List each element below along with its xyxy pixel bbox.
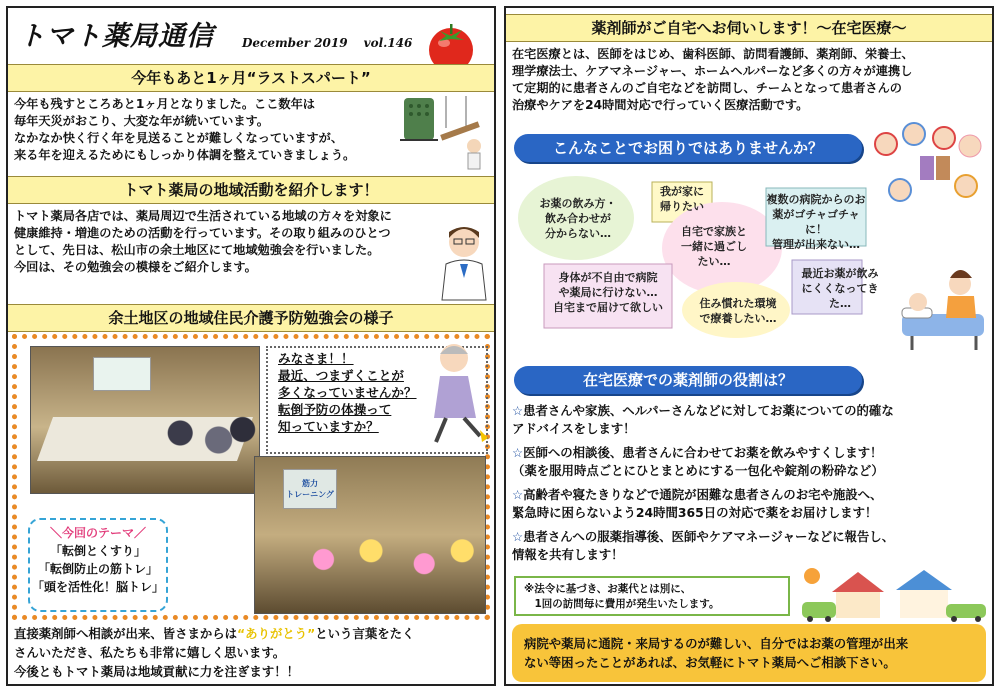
trouble-bubble: 自宅で家族と 一緒に過ごし たい…: [681, 225, 747, 268]
theme-item: 「転倒とくすり」: [49, 544, 146, 558]
newsletter-title: トマト薬局通信: [18, 21, 214, 52]
role-text: 高齢者や寝たきりなどで通院が困難な患者さんのお宅や施設へ、 緊急時に困らないよう24時間365日の対応で薬をお届けします！: [512, 487, 883, 520]
role-item: [512, 444, 884, 480]
closing-post: という言葉をたく さんいただき、私たちも非常に嬉しく思います。 今後ともトマト薬局は地域貢献に力を注ぎます！！: [14, 626, 415, 679]
trouble-bubble: 住み慣れた環境 で療養したい…: [699, 297, 777, 325]
section1-heading: 今年もあと1ヶ月“ラストスパート”: [8, 64, 494, 92]
section2-heading: トマト薬局の地域活動を紹介します！: [8, 176, 494, 204]
home-care-heading: 薬剤師がご自宅へお伺いします！～在宅医療～: [506, 14, 992, 42]
stumbling-elder-icon: [424, 338, 492, 448]
trouble-heading: こんなことでお困りではありませんか？: [514, 134, 862, 162]
theme-box: [28, 518, 168, 612]
care-team-icon: [870, 116, 990, 216]
star-icon: ☆: [512, 403, 524, 418]
home-visit-icon: [796, 564, 990, 622]
study-session-photo-2: [254, 456, 486, 614]
left-panel: [6, 6, 496, 686]
role-heading: 在宅医療での薬剤師の役割は？: [514, 366, 862, 394]
bedridden-patient-icon: [898, 258, 992, 354]
trouble-bubble: 身体が不自由で病院 や薬局に行けない… 自宅まで届けて欲しい: [553, 271, 663, 314]
closing-text: [14, 624, 492, 681]
theme-item: 「転倒防止の筋トレ」: [37, 562, 158, 576]
role-text: 患者さんへの服薬指導後、医師やケアマネージャーなどに報告し、 情報を共有します！: [512, 529, 895, 562]
role-text: 医師への相談後、患者さんに合わせてお薬を飲みやすくします！ （薬を服用時点ごとにひとまとめにする一包化や錠剤の粉砕など）: [512, 445, 884, 478]
trouble-bubble: 我が家に 帰りたい: [660, 185, 704, 213]
closing-quote: “ありがとう”: [237, 626, 316, 641]
theme-heading: ＼今回のテーマ／: [49, 526, 146, 540]
trouble-bubble: 複数の病院からのお 薬がゴチャゴチャに！ 管理が出来ない…: [766, 193, 866, 251]
study-session-photo-1: [30, 346, 260, 494]
home-care-intro: 在宅医療とは、医師をはじめ、歯科医師、訪問看護師、薬剤師、栄養士、 理学療法士、ケアマネージャー、ホームヘルパーなど多くの方々が連携し て定期的に患者さんのご自宅などを訪問し、チームとなって患者さんの 治療やケアを24時間対応で行っていく医療活動です。: [512, 47, 914, 112]
fall-prevention-question: みなさま！！ 最近、つまずくことが 多くなっていませんか？ 転倒予防の体操って 知っていますか？: [278, 351, 417, 434]
section3-heading: 余土地区の地域住民介護予防勉強会の様子: [8, 304, 494, 332]
right-panel: [504, 6, 994, 686]
issue-date: December 2019: [242, 36, 348, 50]
participants: [161, 405, 257, 475]
theme-item: 「頭を活性化！脳トレ」: [31, 580, 164, 594]
slide-screen: 筋力 トレーニング: [283, 469, 337, 509]
participants-group: [295, 525, 485, 611]
projector-screen: [93, 357, 151, 391]
star-icon: ☆: [512, 529, 524, 544]
section1-body: 今年も残すところあと1ヶ月となりました。ここ数年は 毎年天災がおこり、大変な年が続いています。 なかなか快く行く年を見送ることが難しくなっていますが、 来る年を迎えるためにもしっかり体調を整えていきましょう。: [14, 97, 356, 162]
fee-note: ※法令に基づき、お薬代とは別に、 1回の訪問毎に費用が発生いたします。: [514, 576, 790, 616]
star-icon: ☆: [512, 445, 524, 460]
role-item: [512, 486, 882, 522]
temple-bell-icon: [396, 92, 492, 172]
section2-body: トマト薬局各店では、薬局周辺で生活されている地域の方々を対象に 健康維持・増進のための活動を行っています。その取り組みのひとつ として、先日は、松山市の余土地区にて地域勉強会を行いました。 今回は、その勉強会の模様をご紹介します。: [14, 209, 392, 274]
trouble-bubble: 最近お薬が飲み にくくなってきた…: [801, 267, 879, 310]
issue-dateline: [242, 36, 428, 50]
pharmacist-icon: [436, 222, 494, 302]
role-item: [512, 402, 894, 438]
closing-pre: 直接薬剤師へ相談が出来、皆さまからは: [14, 626, 238, 641]
trouble-bubble: お薬の飲み方・ 飲み合わせが 分からない…: [539, 197, 617, 240]
issue-volume: vol.146: [363, 36, 413, 50]
contact-footer: 病院や薬局に通院・来局するのが難しい、自分ではお薬の管理が出来 ない等困ったことがあれば、お気軽にトマト薬局へご相談下さい。: [512, 624, 986, 682]
role-text: 患者さんや家族、ヘルパーさんなどに対してお薬についての的確な アドバイスをします！: [512, 403, 894, 436]
role-item: [512, 528, 894, 564]
star-icon: ☆: [512, 487, 524, 502]
